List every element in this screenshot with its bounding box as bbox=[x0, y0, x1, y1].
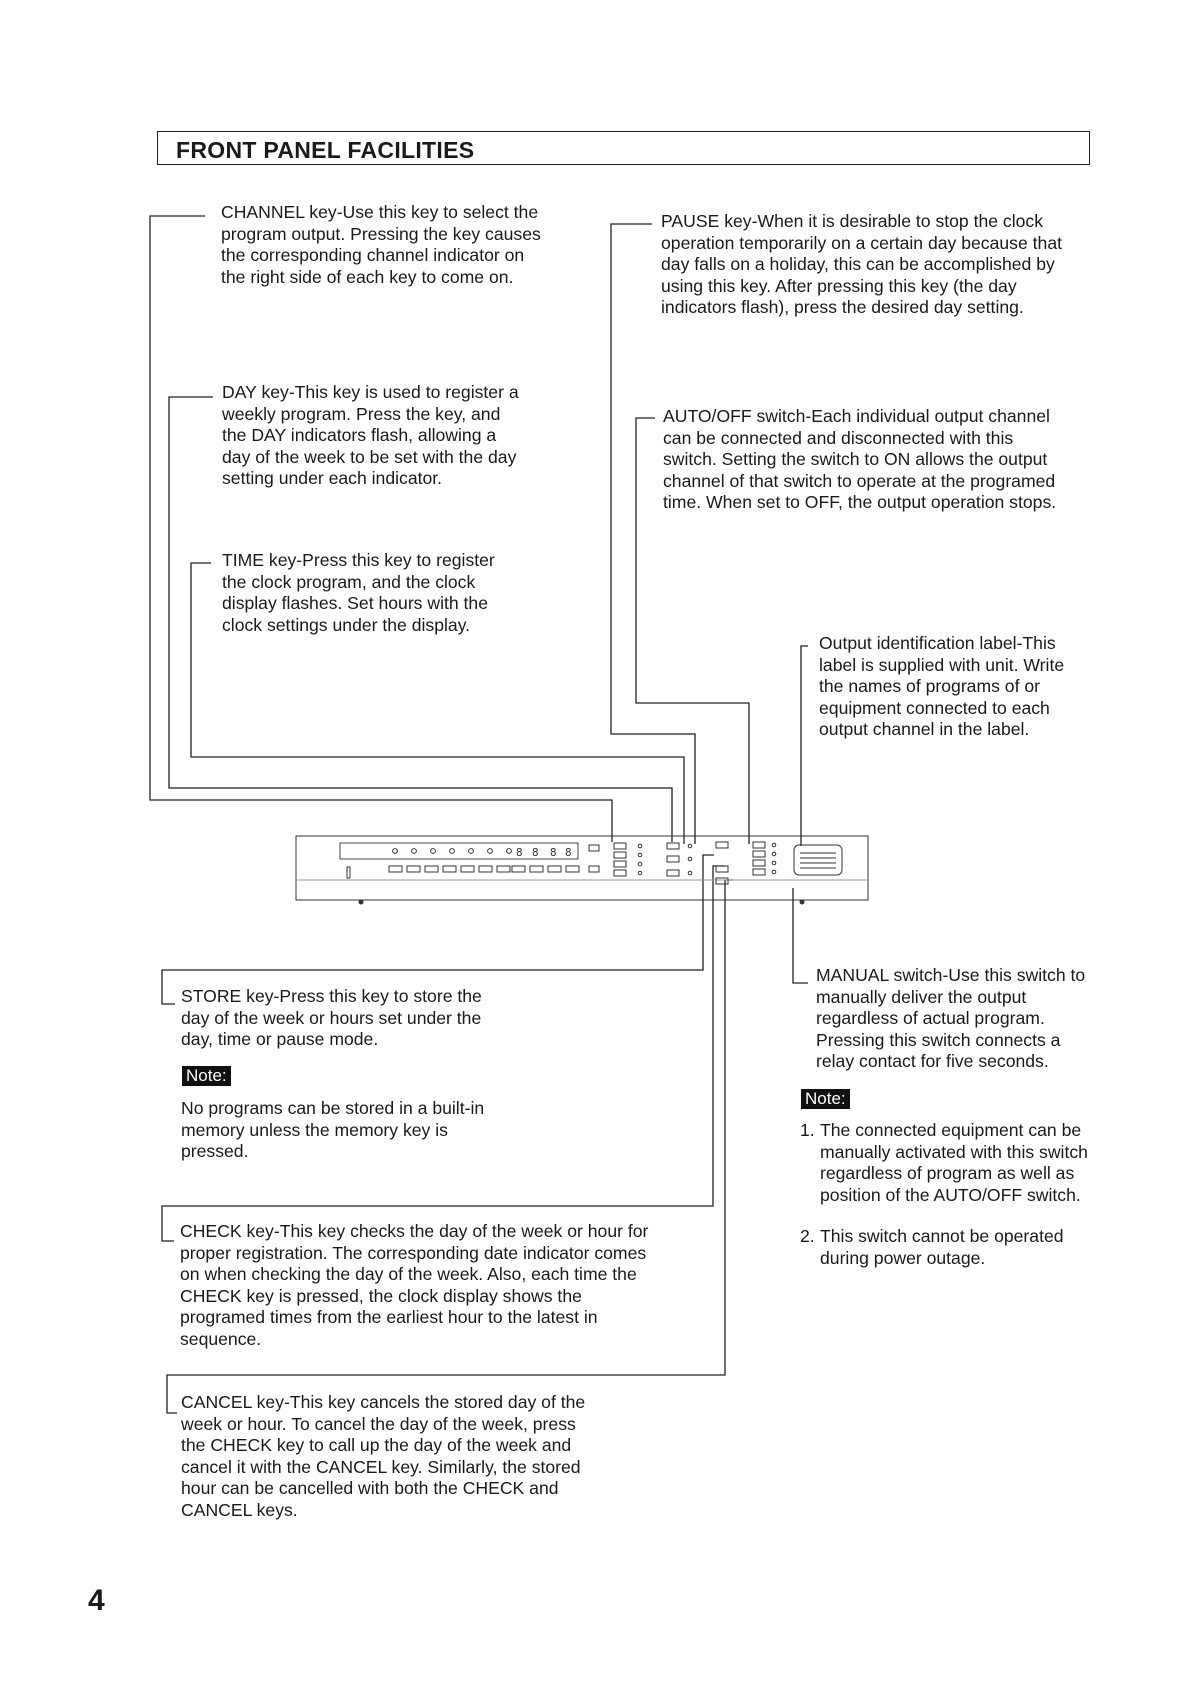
clock-digits bbox=[516, 846, 572, 859]
output-id-label bbox=[794, 845, 842, 875]
callout-auto-off-switch: AUTO/OFF switch-Each individual output channel can be connected and disconnected with this switch. Setting the switch to ON allows the output channel of that switch to operate at the programed time. When set to OFF, the output operation stops. bbox=[663, 406, 1057, 513]
leader-store bbox=[162, 855, 714, 1004]
leader-channel bbox=[150, 216, 612, 842]
function-keys bbox=[614, 842, 728, 884]
callout-store-key: STORE key-Press this key to store the day of the week or hours set under the day, time or pause mode. bbox=[181, 986, 482, 1050]
callout-manual-switch: MANUAL switch-Use this switch to manually deliver the output regardless of actual program. Pressing this switch connects a relay contact for five seconds. bbox=[816, 965, 1086, 1072]
note-manual-1-number: 1. bbox=[800, 1120, 815, 1140]
note-badge-manual: Note: bbox=[801, 1089, 850, 1109]
page-title: FRONT PANEL FACILITIES bbox=[176, 137, 475, 163]
callout-pause-key: PAUSE key-When it is desirable to stop the clock operation temporarily on a certain day because that day falls on a holiday, this can be accomplished by using this key. After pressing this key (the day indicators flash), press the desired day setting. bbox=[661, 211, 1062, 318]
leader-check bbox=[162, 866, 725, 1241]
channel-switches bbox=[753, 842, 776, 875]
svg-text:8: 8 bbox=[565, 846, 572, 859]
callout-check-key: CHECK key-This key checks the day of the week or hour for proper registration. The corresponding date indicator comes on when checking the day of the week. Also, each time the CHECK key is pressed, the clock display shows the programed times from the earliest hour to the latest in sequence. bbox=[180, 1221, 649, 1349]
power-switch bbox=[347, 867, 350, 878]
display-window bbox=[340, 843, 578, 859]
svg-text:8: 8 bbox=[550, 846, 557, 859]
front-panel-unit bbox=[296, 836, 868, 904]
svg-text:8: 8 bbox=[516, 846, 523, 859]
leader-output-label bbox=[801, 646, 808, 846]
note-manual-2-number: 2. bbox=[800, 1226, 815, 1246]
day-setting-buttons bbox=[389, 866, 510, 872]
callout-day-key: DAY key-This key is used to register a weekly program. Press the key, and the DAY indicators flash, allowing a day of the week to be set with the day setting under each indicator. bbox=[222, 382, 519, 489]
clock-setting-buttons bbox=[512, 866, 579, 872]
callout-output-label: Output identification label-This label is supplied with unit. Write the names of programs of or equipment connected to each output channel in the label. bbox=[819, 633, 1065, 740]
callout-time-key: TIME key-Press this key to register the clock program, and the clock display flashes. Set hours with the clock settings under the display. bbox=[222, 550, 495, 635]
page-number: 4 bbox=[88, 1584, 105, 1617]
svg-text:8: 8 bbox=[532, 846, 539, 859]
callout-cancel-key: CANCEL key-This key cancels the stored day of the week or hour. To cancel the day of the week, press the CHECK key to call up the day of the week and cancel it with the CANCEL key. Similarly, the stored hour can be cancelled with both the CHECK and CANCEL keys. bbox=[181, 1392, 586, 1520]
callout-channel-key: CHANNEL key-Use this key to select the program output. Pressing the key causes the corresponding channel indicator on the right side of each key to come on. bbox=[221, 202, 541, 287]
day-indicators bbox=[393, 849, 512, 854]
note-store-text: No programs can be stored in a built-in memory unless the memory key is pressed. bbox=[181, 1098, 485, 1162]
note-badge-store: Note: bbox=[182, 1066, 231, 1086]
note-manual-1-text: The connected equipment can be manually activated with this switch regardless of program as well as position of the AUTO/OFF switch. bbox=[820, 1120, 1088, 1205]
note-manual-2-text: This switch cannot be operated during power outage. bbox=[820, 1226, 1064, 1268]
unit-body bbox=[296, 836, 868, 900]
